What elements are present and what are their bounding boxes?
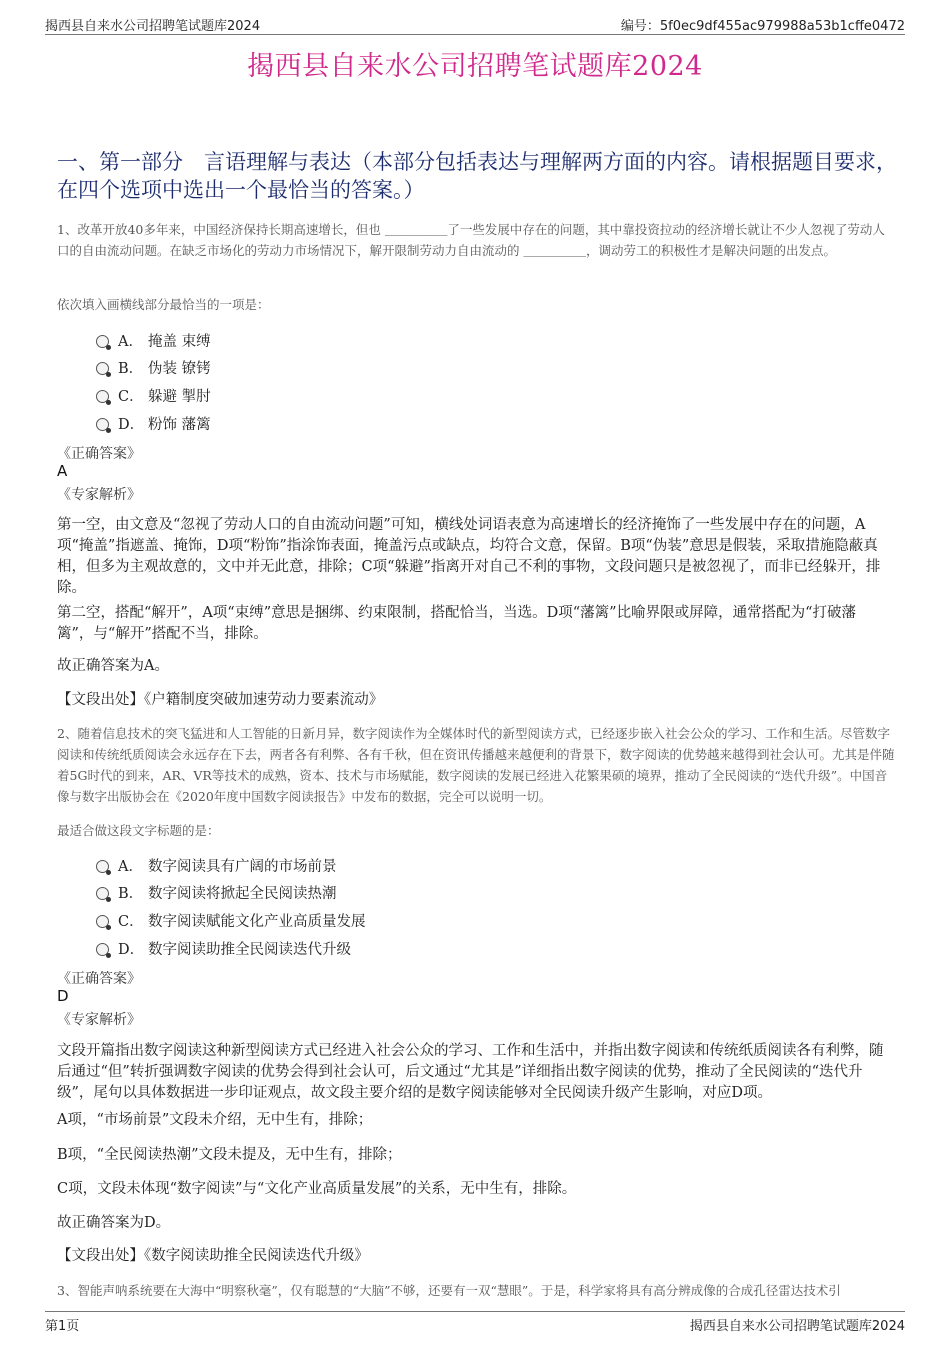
question-2-option-a[interactable] bbox=[96, 855, 337, 877]
question-2-analysis-p4: C项，文段未体现“数字阅读”与“文化产业高质量发展”的关系，无中生有，排除。 bbox=[57, 1181, 577, 1197]
option-text: 数字阅读助推全民阅读迭代升级 bbox=[148, 942, 351, 958]
page-header bbox=[45, 12, 905, 35]
option-letter: A． bbox=[118, 859, 143, 875]
option-text: 粉饰 藩篱 bbox=[148, 417, 211, 433]
question-2-analysis-p5: 故正确答案为D。 bbox=[57, 1215, 171, 1231]
question-1-option-b[interactable] bbox=[96, 357, 211, 379]
question-1-answer: A bbox=[57, 462, 68, 480]
option-letter: B． bbox=[118, 361, 144, 377]
radio-icon[interactable] bbox=[96, 887, 109, 900]
question-1-option-d[interactable] bbox=[96, 413, 211, 435]
question-2-option-d[interactable] bbox=[96, 938, 351, 960]
question-2-prompt: 最适合做这段文字标题的是： bbox=[57, 823, 220, 838]
question-1-text: 1、改革开放40多年来，中国经济保持长期高速增长，但也 ＿＿＿＿＿了一些发展中存在的问题，其中靠投资拉动的经济增长就让不少人忽视了劳动人口的自由流动问题。在缺乏市场化的劳动力市场情况下，解开限制劳动力自由流动的 ＿＿＿＿＿，调动劳工的积极性才是解决问题的出发点。 bbox=[57, 222, 885, 258]
section-title: 一、第一部分 言语理解与表达（本部分包括表达与理解两方面的内容。请根据题目要求，在四个选项中选出一个最恰当的答案。） bbox=[57, 150, 897, 202]
option-letter: C． bbox=[118, 914, 144, 930]
question-1-analysis-p3: 故正确答案为A。 bbox=[57, 658, 169, 674]
page-title: 揭西县自来水公司招聘笔试题库2024 bbox=[247, 51, 703, 82]
option-text: 数字阅读赋能文化产业高质量发展 bbox=[148, 914, 366, 930]
radio-icon[interactable] bbox=[96, 362, 109, 375]
question-2-analysis-p2: A项，“市场前景”文段未介绍，无中生有，排除； bbox=[57, 1112, 373, 1128]
question-2-answer-label: 《正确答案》 bbox=[57, 971, 141, 987]
option-letter: D． bbox=[118, 417, 145, 433]
radio-icon[interactable] bbox=[96, 335, 109, 348]
question-1-analysis-p2: 第二空，搭配“解开”，A项“束缚”意思是捆绑、约束限制，搭配恰当，当选。D项“藩篱”比喻界限或屏障，通常搭配为“打破藩篱”，与“解开”搭配不当，排除。 bbox=[57, 605, 856, 642]
question-1-option-c[interactable] bbox=[96, 385, 211, 407]
option-letter: D． bbox=[118, 942, 145, 958]
footer-page-number: 第1页 bbox=[45, 1319, 80, 1334]
option-letter: C． bbox=[118, 389, 144, 405]
question-2-analysis-label: 《专家解析》 bbox=[57, 1012, 141, 1028]
question-2-answer: D bbox=[57, 987, 69, 1005]
question-2-text: 2、随着信息技术的突飞猛进和人工智能的日新月异，数字阅读作为全媒体时代的新型阅读方式，已经逐步嵌入社会公众的学习、工作和生活。尽管数字阅读和传统纸质阅读会永远存在下去，两者各有利弊、各有千秋，但在资讯传播越来越便利的背景下，数字阅读的优势越来越得到社会认可。尤其是伴随着5G时代的到来，AR、VR等技术的成熟，资本、技术与市场赋能，数字阅读的发展已经进入花繁果硕的境界，推动了全民阅读的“迭代升级”。中国音像与数字出版协会在《2020年度中国数字阅读报告》中发布的数据，完全可以说明一切。 bbox=[57, 726, 895, 804]
question-3-text: 3、智能声呐系统要在大海中“明察秋毫”，仅有聪慧的“大脑”不够，还要有一双“慧眼”。于是，科学家将具有高分辨成像的合成孔径雷达技术引 bbox=[57, 1283, 841, 1298]
question-1-source: 【文段出处】《户籍制度突破加速劳动力要素流动》 bbox=[57, 692, 384, 708]
question-1-analysis-label: 《专家解析》 bbox=[57, 487, 141, 503]
radio-icon[interactable] bbox=[96, 915, 109, 928]
question-2-option-b[interactable] bbox=[96, 882, 337, 904]
question-1-prompt: 依次填入画横线部分最恰当的一项是： bbox=[57, 297, 270, 312]
footer-doc-title: 揭西县自来水公司招聘笔试题库2024 bbox=[689, 1319, 905, 1334]
question-2-source: 【文段出处】《数字阅读助推全民阅读迭代升级》 bbox=[57, 1248, 369, 1264]
radio-icon[interactable] bbox=[96, 418, 109, 431]
option-letter: B． bbox=[118, 886, 144, 902]
option-text: 数字阅读将掀起全民阅读热潮 bbox=[148, 886, 337, 902]
option-text: 掩盖 束缚 bbox=[148, 334, 211, 350]
radio-icon[interactable] bbox=[96, 943, 109, 956]
question-2-analysis-p3: B项，“全民阅读热潮”文段未提及，无中生有，排除； bbox=[57, 1147, 402, 1163]
question-1-option-a[interactable] bbox=[96, 330, 211, 352]
option-text: 躲避 掣肘 bbox=[148, 389, 211, 405]
option-letter: A． bbox=[118, 334, 143, 350]
question-1-analysis-p1: 第一空，由文意及“忽视了劳动人口的自由流动问题”可知，横线处词语表意为高速增长的经济掩饰了一些发展中存在的问题，A项“掩盖”指遮盖、掩饰，D项“粉饰”指涂饰表面，掩盖污点或缺点，均符合文意，保留。B项“伪装”意思是假装，采取措施隐蔽真相，但多为主观故意的，文中并无此意，排除；C项“躲避”指离开对自己不利的事物，文段问题只是被忽视了，而非已经躲开，排除。 bbox=[57, 517, 881, 596]
option-text: 数字阅读具有广阔的市场前景 bbox=[148, 859, 337, 875]
header-doc-title: 揭西县自来水公司招聘笔试题库2024 bbox=[45, 19, 261, 34]
question-1-answer-label: 《正确答案》 bbox=[57, 446, 141, 462]
radio-icon[interactable] bbox=[96, 860, 109, 873]
header-doc-id: 编号：5f0ec9df455ac979988a53b1cffe0472 bbox=[620, 19, 905, 34]
option-text: 伪装 镣铐 bbox=[148, 361, 211, 377]
page-footer bbox=[45, 1311, 905, 1332]
question-2-analysis-p1: 文段开篇指出数字阅读这种新型阅读方式已经进入社会公众的学习、工作和生活中，并指出数字阅读和传统纸质阅读各有利弊，随后通过“但”转折强调数字阅读的优势会得到社会认可，后文通过“尤其是”详细指出数字阅读的优势，推动了全民阅读的“迭代升级”，尾句以具体数据进一步印证观点，故文段主要介绍的是数字阅读能够对全民阅读升级产生影响，对应D项。 bbox=[57, 1043, 884, 1101]
radio-icon[interactable] bbox=[96, 390, 109, 403]
question-2-option-c[interactable] bbox=[96, 910, 366, 932]
